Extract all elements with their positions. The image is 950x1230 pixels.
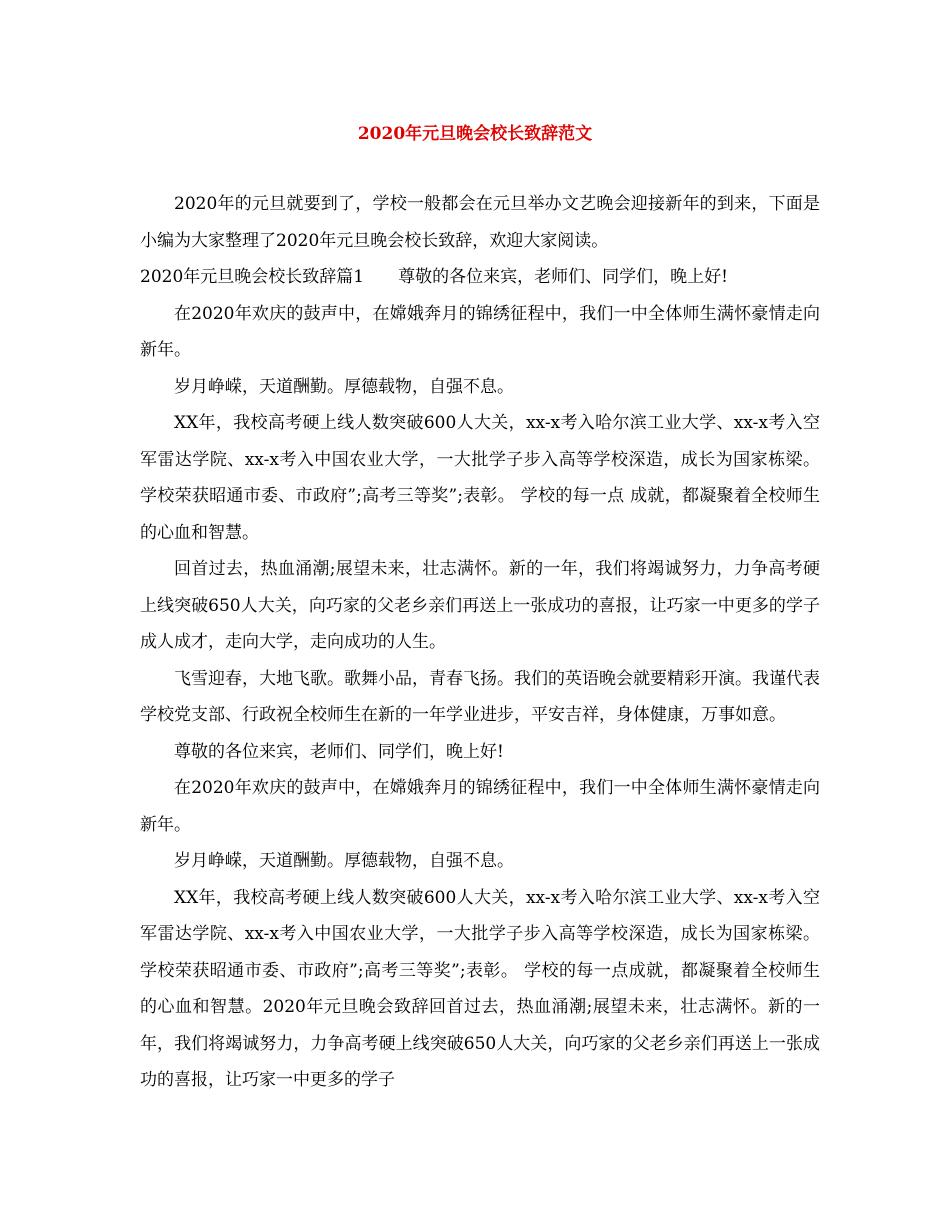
paragraph: XX年，我校高考硬上线人数突破600人大关，xx-x考入哈尔滨工业大学、xx-x考入空军雷达学院、xx-x考入中国农业大学，一大批学子步入高等学校深造，成长为国家栋梁。学校荣获昭通市委、市政府”;高考三等奖”;表彰。 学校的每一点成就，都凝聚着全校师生的心血和智慧。2020年元旦晚会致辞回首过去，热血涌潮;展望未来，壮志满怀。新的一年，我们将竭诚努力，力争高考硬上线突破650人大关，向巧家的父老乡亲们再送上一张成功的喜报，让巧家一中更多的学子 <box>140 887 820 1090</box>
paragraph: 在2020年欢庆的鼓声中，在嫦娥奔月的锦绣征程中，我们一中全体师生满怀豪情走向新年。 <box>140 303 820 360</box>
paragraph: 飞雪迎春，大地飞歌。歌舞小品，青春飞扬。我们的英语晚会就要精彩开演。我谨代表学校党支部、行政祝全校师生在新的一年学业进步，平安吉祥，身体健康，万事如意。 <box>140 668 820 725</box>
paragraph: 在2020年欢庆的鼓声中，在嫦娥奔月的锦绣征程中，我们一中全体师生满怀豪情走向新年。 <box>140 778 820 835</box>
paragraph: XX年，我校高考硬上线人数突破600人大关，xx-x考入哈尔滨工业大学、xx-x考入空军雷达学院、xx-x考入中国农业大学，一大批学子步入高等学校深造，成长为国家栋梁。学校荣获昭通市委、市政府”;高考三等奖”;表彰。 学校的每一点 成就，都凝聚着全校师生的心血和智慧。 <box>140 413 820 543</box>
intro-paragraph: 2020年的元旦就要到了，学校一般都会在元旦举办文艺晚会迎接新年的到来，下面是小编为大家整理了2020年元旦晚会校长致辞，欢迎大家阅读。 <box>140 194 820 251</box>
document-body <box>140 186 820 1099</box>
greeting: 尊敬的各位来宾，老师们、同学们，晚上好! <box>398 267 728 287</box>
paragraph: 尊敬的各位来宾，老师们、同学们，晚上好! <box>174 741 504 762</box>
section-heading-line <box>140 259 820 296</box>
paragraph: 回首过去，热血涌潮;展望未来，壮志满怀。新的一年，我们将竭诚努力，力争高考硬上线突破650人大关，向巧家的父老乡亲们再送上一张成功的喜报，让巧家一中更多的学子成人成才，走向大学，走向成功的人生。 <box>140 559 820 652</box>
paragraph: 岁月峥嵘，天道酬勤。厚德载物，自强不息。 <box>174 851 514 871</box>
document-title: 2020年元旦晚会校长致辞范文 <box>357 124 593 144</box>
section-heading: 2020年元旦晚会校长致辞篇1 <box>140 267 365 287</box>
paragraph: 岁月峥嵘，天道酬勤。厚德载物，自强不息。 <box>174 376 514 397</box>
